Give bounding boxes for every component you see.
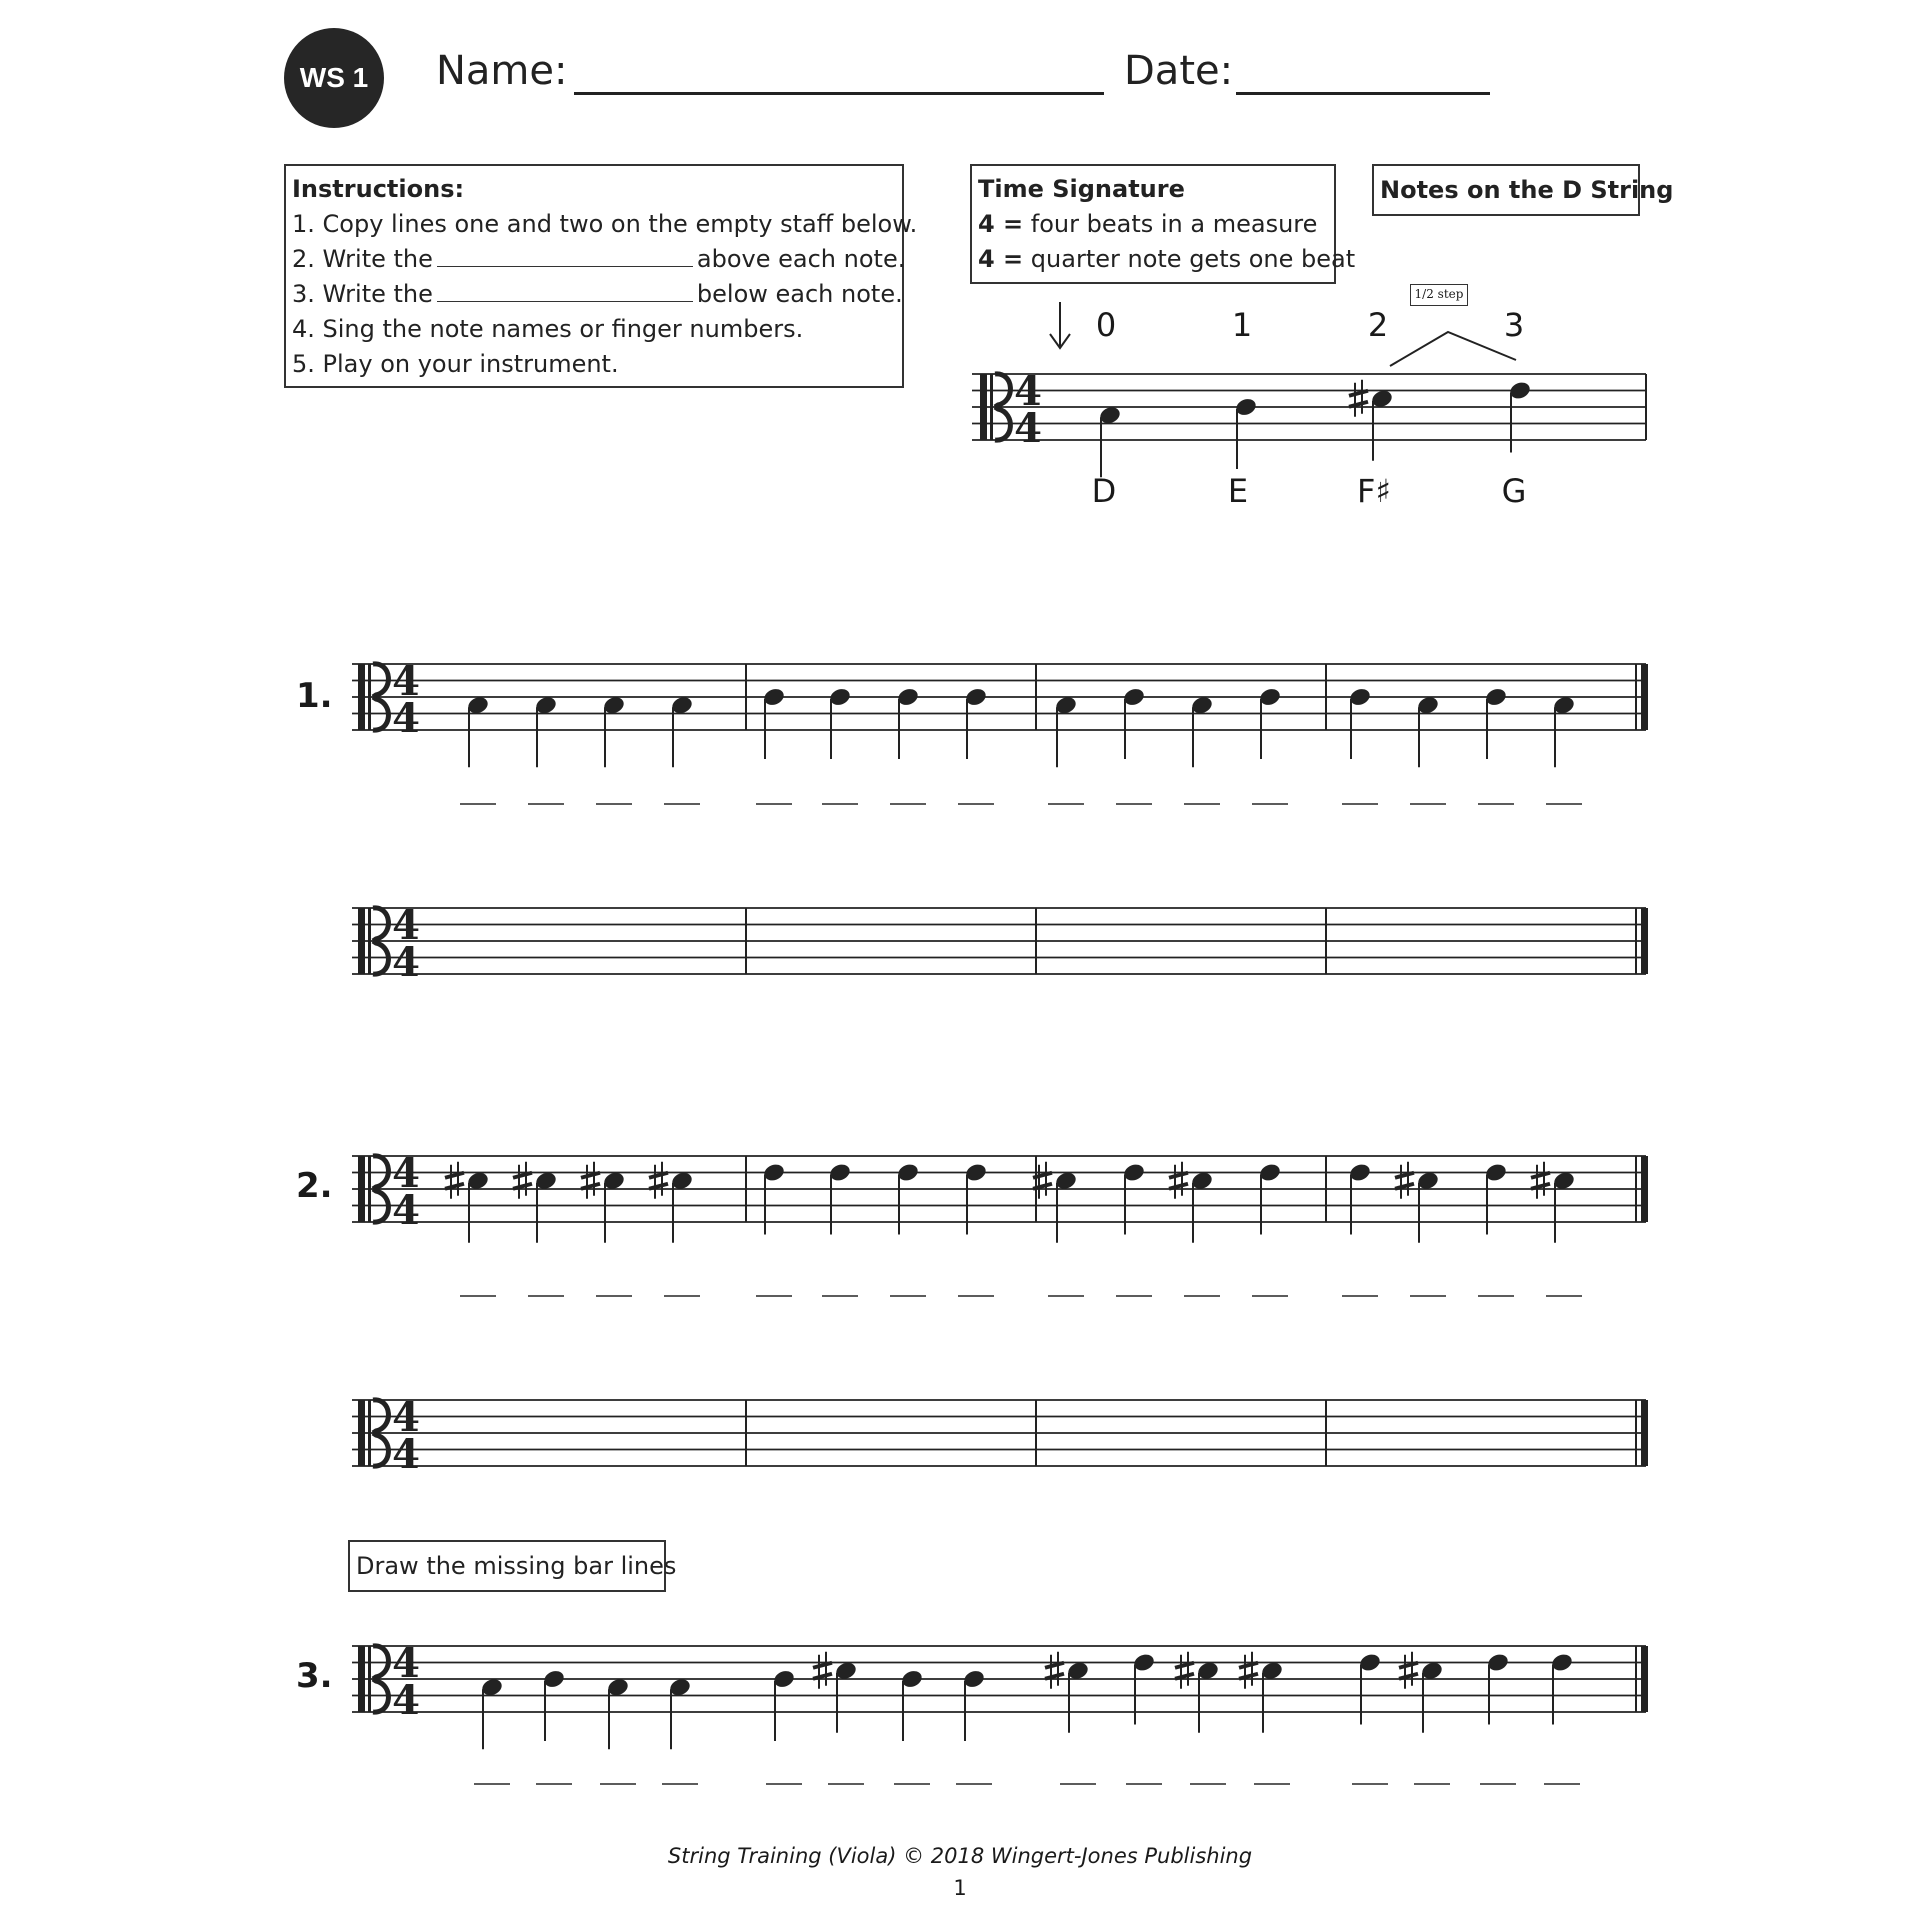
instruction-1: 1. Copy lines one and two on the empty staff below. xyxy=(292,210,918,238)
finger-number: 2 xyxy=(1367,306,1389,344)
final-bar-line xyxy=(1641,664,1648,730)
name-label: Name: xyxy=(436,48,568,94)
alto-clef-icon xyxy=(368,1646,371,1712)
time-signature-top: 4 xyxy=(392,1640,420,1687)
sharp-icon xyxy=(581,1173,600,1178)
sharp-icon xyxy=(581,1184,600,1189)
time-signature-line-1: 4 = four beats in a measure xyxy=(978,210,1318,238)
footer-copyright: String Training (Viola) © 2018 Wingert-Jones Publishing xyxy=(667,1844,1253,1868)
row-number: 3. xyxy=(296,1656,333,1696)
sharp-icon xyxy=(1239,1663,1258,1668)
time-signature-bottom: 4 xyxy=(392,1431,420,1478)
note-name: F♯ xyxy=(1357,472,1391,510)
page-number: 1 xyxy=(953,1876,967,1900)
sharp-icon xyxy=(513,1184,532,1189)
note-name: D xyxy=(1091,472,1117,510)
alto-clef-icon xyxy=(368,908,371,974)
final-bar-line xyxy=(1641,1646,1648,1712)
sharp-icon xyxy=(1045,1674,1064,1679)
time-signature-bottom: 4 xyxy=(392,695,420,742)
sharp-icon xyxy=(445,1173,464,1178)
time-signature-top: 4 xyxy=(392,658,420,705)
alto-clef-icon xyxy=(358,1156,365,1222)
alto-clef-icon xyxy=(368,1400,371,1466)
instruction-5: 5. Play on your instrument. xyxy=(292,350,619,378)
note-name: E xyxy=(1227,472,1249,510)
row-number: 2. xyxy=(296,1166,333,1206)
finger-number: 0 xyxy=(1095,306,1117,344)
alto-clef-icon xyxy=(358,908,365,974)
time-signature-top: 4 xyxy=(392,902,420,949)
alto-clef-icon xyxy=(358,664,365,730)
alto-clef-icon xyxy=(368,664,371,730)
sharp-icon xyxy=(1531,1184,1550,1189)
badge-label: WS 1 xyxy=(299,62,369,93)
sharp-icon xyxy=(1399,1663,1418,1668)
final-bar-line xyxy=(1641,1400,1648,1466)
finger-number: 1 xyxy=(1231,306,1253,344)
sharp-icon xyxy=(1395,1184,1414,1189)
finger-number: 3 xyxy=(1503,306,1525,344)
instruction-2: 2. Write the above each note. xyxy=(292,245,906,273)
final-bar-line xyxy=(1641,1156,1648,1222)
sharp-icon xyxy=(1175,1663,1194,1668)
half-step-bracket xyxy=(1390,332,1516,366)
bar-lines-instruction: Draw the missing bar lines xyxy=(356,1552,677,1580)
alto-clef-icon xyxy=(368,1156,371,1222)
alto-clef-icon xyxy=(358,1646,365,1712)
final-bar-line xyxy=(1641,908,1648,974)
sharp-icon xyxy=(1395,1173,1414,1178)
sharp-icon xyxy=(1531,1173,1550,1178)
sharp-icon xyxy=(1045,1663,1064,1668)
row-number: 1. xyxy=(296,676,333,716)
time-signature-bottom: 4 xyxy=(392,939,420,986)
time-signature-line-2: 4 = quarter note gets one beat xyxy=(978,245,1356,273)
notes-box-title: Notes on the D String xyxy=(1380,176,1674,204)
sharp-icon xyxy=(813,1674,832,1679)
date-label: Date: xyxy=(1124,48,1234,94)
alto-clef-icon xyxy=(980,374,987,440)
alto-clef-icon xyxy=(358,1400,365,1466)
time-signature-top: 4 xyxy=(392,1394,420,1441)
sharp-icon xyxy=(1175,1674,1194,1679)
sharp-icon xyxy=(1399,1674,1418,1679)
half-step-label: 1/2 step xyxy=(1410,284,1468,306)
time-signature-bottom: 4 xyxy=(392,1677,420,1724)
instructions-title: Instructions: xyxy=(292,175,465,203)
instruction-3: 3. Write the below each note. xyxy=(292,280,903,308)
time-signature-bottom: 4 xyxy=(1014,405,1042,452)
instruction-4: 4. Sing the note names or finger numbers. xyxy=(292,315,804,343)
sharp-icon xyxy=(445,1184,464,1189)
sharp-icon xyxy=(649,1173,668,1178)
time-signature-top: 4 xyxy=(1014,368,1042,415)
sharp-icon xyxy=(513,1173,532,1178)
sharp-icon xyxy=(813,1663,832,1668)
note-name: G xyxy=(1501,472,1527,510)
alto-clef-icon xyxy=(990,374,993,440)
time-signature-title: Time Signature xyxy=(978,175,1185,203)
time-signature-bottom: 4 xyxy=(392,1187,420,1234)
sharp-icon xyxy=(1349,402,1368,407)
sharp-icon xyxy=(1349,391,1368,396)
sharp-icon xyxy=(1169,1184,1188,1189)
sharp-icon xyxy=(1169,1173,1188,1178)
sharp-icon xyxy=(1239,1674,1258,1679)
sharp-icon xyxy=(649,1184,668,1189)
time-signature-top: 4 xyxy=(392,1150,420,1197)
